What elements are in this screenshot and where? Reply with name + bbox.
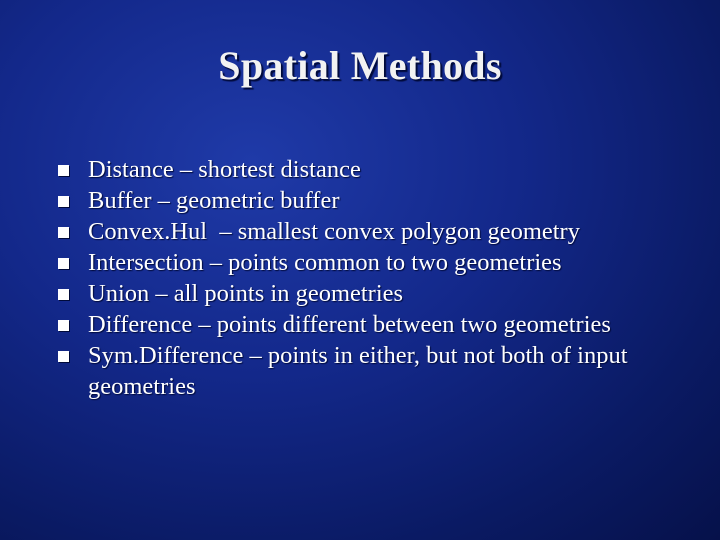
list-item-text: Sym.Difference – points in either, but not both of input geometries bbox=[88, 342, 628, 400]
list-item-text: Buffer – geometric buffer bbox=[88, 187, 340, 214]
list-item bbox=[56, 340, 648, 402]
list-item bbox=[56, 154, 706, 185]
square-bullet-icon bbox=[58, 320, 69, 331]
list-item bbox=[56, 309, 706, 340]
list-item-text: Union – all points in geometries bbox=[88, 280, 404, 307]
list-item-text: Intersection – points common to two geometries bbox=[88, 249, 562, 276]
square-bullet-icon bbox=[58, 351, 69, 362]
square-bullet-icon bbox=[58, 258, 69, 269]
list-item-text: Convex.Hul – smallest convex polygon geometry bbox=[88, 218, 580, 245]
square-bullet-icon bbox=[58, 227, 69, 238]
list-item bbox=[56, 278, 706, 309]
square-bullet-icon bbox=[58, 196, 69, 207]
square-bullet-icon bbox=[58, 289, 69, 300]
list-item bbox=[56, 185, 706, 216]
slide-title: Spatial Methods bbox=[218, 43, 502, 88]
list-item-text: Difference – points different between two geometries bbox=[88, 311, 611, 338]
bullet-list bbox=[56, 154, 706, 402]
list-item bbox=[56, 216, 706, 247]
list-item bbox=[56, 247, 706, 278]
list-item-text: Distance – shortest distance bbox=[88, 156, 361, 183]
square-bullet-icon bbox=[58, 165, 69, 176]
